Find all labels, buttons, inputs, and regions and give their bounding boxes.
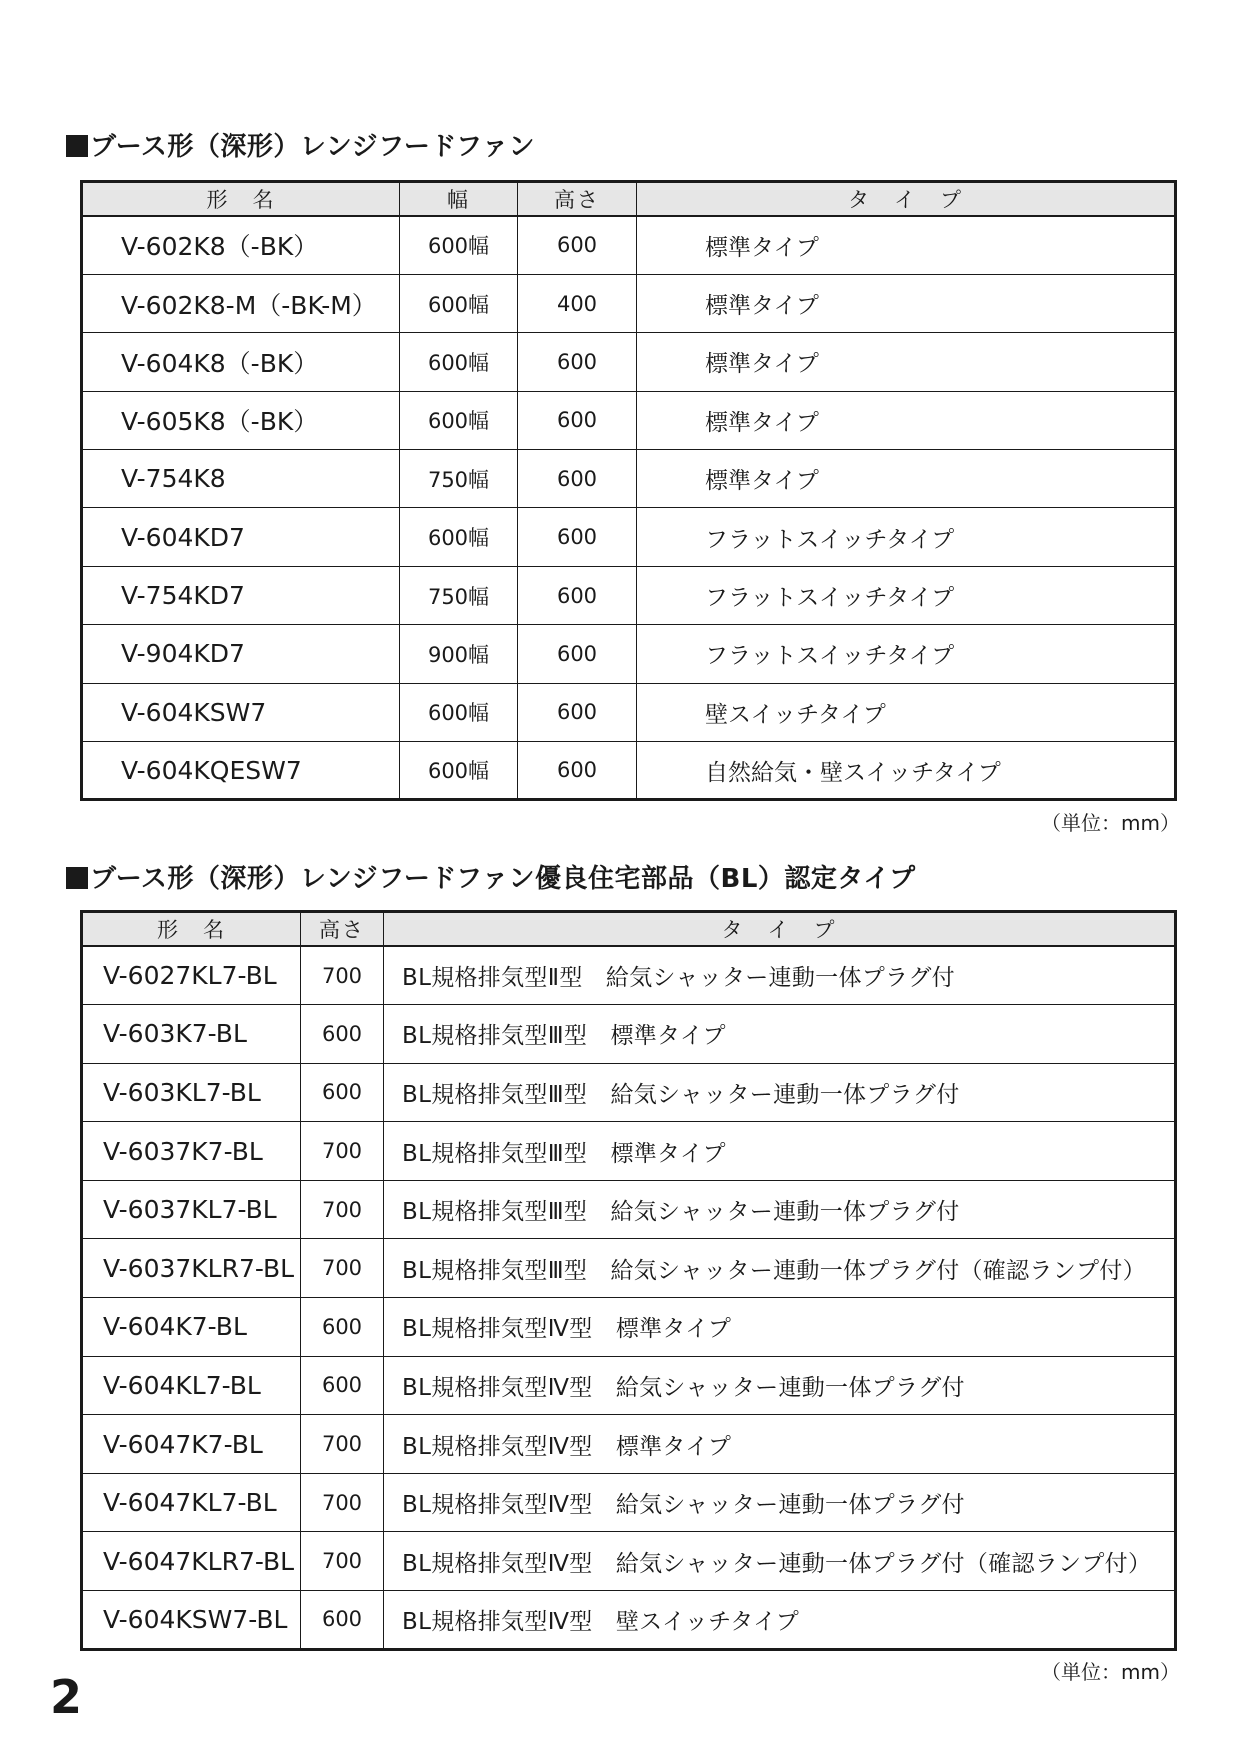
- section2-title-text: ブース形（深形）レンジフードファン優良住宅部品（BL）認定タイプ: [90, 864, 916, 894]
- cell-height: 600: [518, 333, 637, 391]
- table-row: [82, 274, 1176, 332]
- table-row: [82, 1415, 1176, 1474]
- cell-type: BL規格排気型Ⅳ型 標準タイプ: [384, 1415, 1176, 1474]
- cell-type: フラットスイッチタイプ: [637, 625, 1176, 683]
- table-header-row: [82, 182, 1176, 217]
- header-height: 高さ: [301, 912, 384, 947]
- cell-height: 600: [301, 1298, 384, 1357]
- cell-height: 600: [518, 450, 637, 508]
- section2-table-body: [82, 946, 1176, 1649]
- cell-height: 600: [518, 216, 637, 274]
- cell-height: 700: [301, 1122, 384, 1181]
- header-type: タ イ プ: [384, 912, 1176, 947]
- table-row: [82, 391, 1176, 449]
- cell-model: V-6037KLR7-BL: [82, 1239, 301, 1298]
- cell-height: 700: [301, 1180, 384, 1239]
- cell-model: V-604K7-BL: [82, 1298, 301, 1357]
- cell-model: V-6047KLR7-BL: [82, 1532, 301, 1591]
- cell-model: V-604KL7-BL: [82, 1356, 301, 1415]
- cell-type: BL規格排気型Ⅳ型 標準タイプ: [384, 1298, 1176, 1357]
- table-row: [82, 1356, 1176, 1415]
- cell-width: 600幅: [400, 333, 518, 391]
- cell-model: V-6037KL7-BL: [82, 1180, 301, 1239]
- cell-height: 600: [301, 1356, 384, 1415]
- cell-model: V-904KD7: [82, 625, 400, 683]
- cell-model: V-604K8（-BK）: [82, 333, 400, 391]
- cell-width: 600幅: [400, 216, 518, 274]
- cell-type: 標準タイプ: [637, 391, 1176, 449]
- header-height: 高さ: [518, 182, 637, 217]
- cell-height: 600: [518, 742, 637, 800]
- table-row: [82, 1298, 1176, 1357]
- table-row: [82, 1473, 1176, 1532]
- square-bullet-icon: [66, 135, 88, 157]
- header-model: 形 名: [82, 912, 301, 947]
- cell-model: V-604KQESW7: [82, 742, 400, 800]
- cell-type: BL規格排気型Ⅳ型 給気シャッター連動一体プラグ付（確認ランプ付）: [384, 1532, 1176, 1591]
- section1-unit-note: （単位：mm）: [1041, 811, 1180, 835]
- cell-height: 600: [301, 1005, 384, 1064]
- cell-width: 600幅: [400, 742, 518, 800]
- cell-width: 600幅: [400, 683, 518, 741]
- cell-type: 標準タイプ: [637, 450, 1176, 508]
- cell-type: 標準タイプ: [637, 333, 1176, 391]
- cell-type: 自然給気・壁スイッチタイプ: [637, 742, 1176, 800]
- cell-height: 700: [301, 1239, 384, 1298]
- cell-model: V-604KSW7-BL: [82, 1591, 301, 1650]
- cell-model: V-605K8（-BK）: [82, 391, 400, 449]
- cell-type: フラットスイッチタイプ: [637, 566, 1176, 624]
- cell-width: 750幅: [400, 566, 518, 624]
- cell-width: 600幅: [400, 274, 518, 332]
- table-row: [82, 1532, 1176, 1591]
- cell-type: 標準タイプ: [637, 274, 1176, 332]
- cell-height: 700: [301, 1532, 384, 1591]
- cell-model: V-754KD7: [82, 566, 400, 624]
- cell-height: 600: [301, 1063, 384, 1122]
- cell-type: BL規格排気型Ⅳ型 壁スイッチタイプ: [384, 1591, 1176, 1650]
- cell-width: 600幅: [400, 391, 518, 449]
- cell-type: フラットスイッチタイプ: [637, 508, 1176, 566]
- cell-width: 900幅: [400, 625, 518, 683]
- table-row: [82, 508, 1176, 566]
- cell-height: 400: [518, 274, 637, 332]
- table-row: [82, 1063, 1176, 1122]
- section1-title: [66, 126, 535, 163]
- cell-type: BL規格排気型Ⅳ型 給気シャッター連動一体プラグ付: [384, 1356, 1176, 1415]
- section1-table-body: [82, 216, 1176, 800]
- cell-type: BL規格排気型Ⅲ型 給気シャッター連動一体プラグ付: [384, 1180, 1176, 1239]
- table-row: [82, 450, 1176, 508]
- table-row: [82, 1122, 1176, 1181]
- cell-type: BL規格排気型Ⅲ型 標準タイプ: [384, 1005, 1176, 1064]
- table-row: [82, 625, 1176, 683]
- table-row: [82, 1591, 1176, 1650]
- header-model: 形 名: [82, 182, 400, 217]
- cell-model: V-602K8-M（-BK-M）: [82, 274, 400, 332]
- cell-model: V-6037K7-BL: [82, 1122, 301, 1181]
- cell-type: 壁スイッチタイプ: [637, 683, 1176, 741]
- section1-table: [80, 180, 1177, 801]
- cell-type: BL規格排気型Ⅳ型 給気シャッター連動一体プラグ付: [384, 1473, 1176, 1532]
- section2-table: [80, 910, 1177, 1651]
- cell-height: 600: [518, 625, 637, 683]
- cell-width: 750幅: [400, 450, 518, 508]
- cell-height: 600: [518, 508, 637, 566]
- table-row: [82, 216, 1176, 274]
- table-row: [82, 1239, 1176, 1298]
- section1-title-text: ブース形（深形）レンジフードファン: [90, 132, 536, 162]
- cell-type: 標準タイプ: [637, 216, 1176, 274]
- header-type: タ イ プ: [637, 182, 1176, 217]
- cell-height: 600: [518, 683, 637, 741]
- table-row: [82, 683, 1176, 741]
- cell-type: BL規格排気型Ⅲ型 標準タイプ: [384, 1122, 1176, 1181]
- header-width: 幅: [400, 182, 518, 217]
- cell-model: V-603K7-BL: [82, 1005, 301, 1064]
- table-row: [82, 742, 1176, 800]
- cell-height: 700: [301, 1473, 384, 1532]
- cell-type: BL規格排気型Ⅱ型 給気シャッター連動一体プラグ付: [384, 946, 1176, 1005]
- cell-height: 600: [518, 566, 637, 624]
- cell-model: V-604KSW7: [82, 683, 400, 741]
- cell-height: 700: [301, 1415, 384, 1474]
- section2-unit-note: （単位：mm）: [1041, 1660, 1180, 1684]
- table-row: [82, 333, 1176, 391]
- cell-width: 600幅: [400, 508, 518, 566]
- section2-title: [66, 858, 916, 895]
- cell-height: 600: [518, 391, 637, 449]
- cell-model: V-604KD7: [82, 508, 400, 566]
- page-number: 2: [50, 1670, 83, 1724]
- cell-type: BL規格排気型Ⅲ型 給気シャッター連動一体プラグ付: [384, 1063, 1176, 1122]
- cell-type: BL規格排気型Ⅲ型 給気シャッター連動一体プラグ付（確認ランプ付）: [384, 1239, 1176, 1298]
- cell-model: V-754K8: [82, 450, 400, 508]
- cell-model: V-6047KL7-BL: [82, 1473, 301, 1532]
- table-row: [82, 946, 1176, 1005]
- table-row: [82, 566, 1176, 624]
- table-header-row: [82, 912, 1176, 947]
- cell-height: 600: [301, 1591, 384, 1650]
- cell-height: 700: [301, 946, 384, 1005]
- cell-model: V-602K8（-BK）: [82, 216, 400, 274]
- cell-model: V-6027KL7-BL: [82, 946, 301, 1005]
- square-bullet-icon: [66, 867, 88, 889]
- cell-model: V-603KL7-BL: [82, 1063, 301, 1122]
- cell-model: V-6047K7-BL: [82, 1415, 301, 1474]
- table-row: [82, 1180, 1176, 1239]
- table-row: [82, 1005, 1176, 1064]
